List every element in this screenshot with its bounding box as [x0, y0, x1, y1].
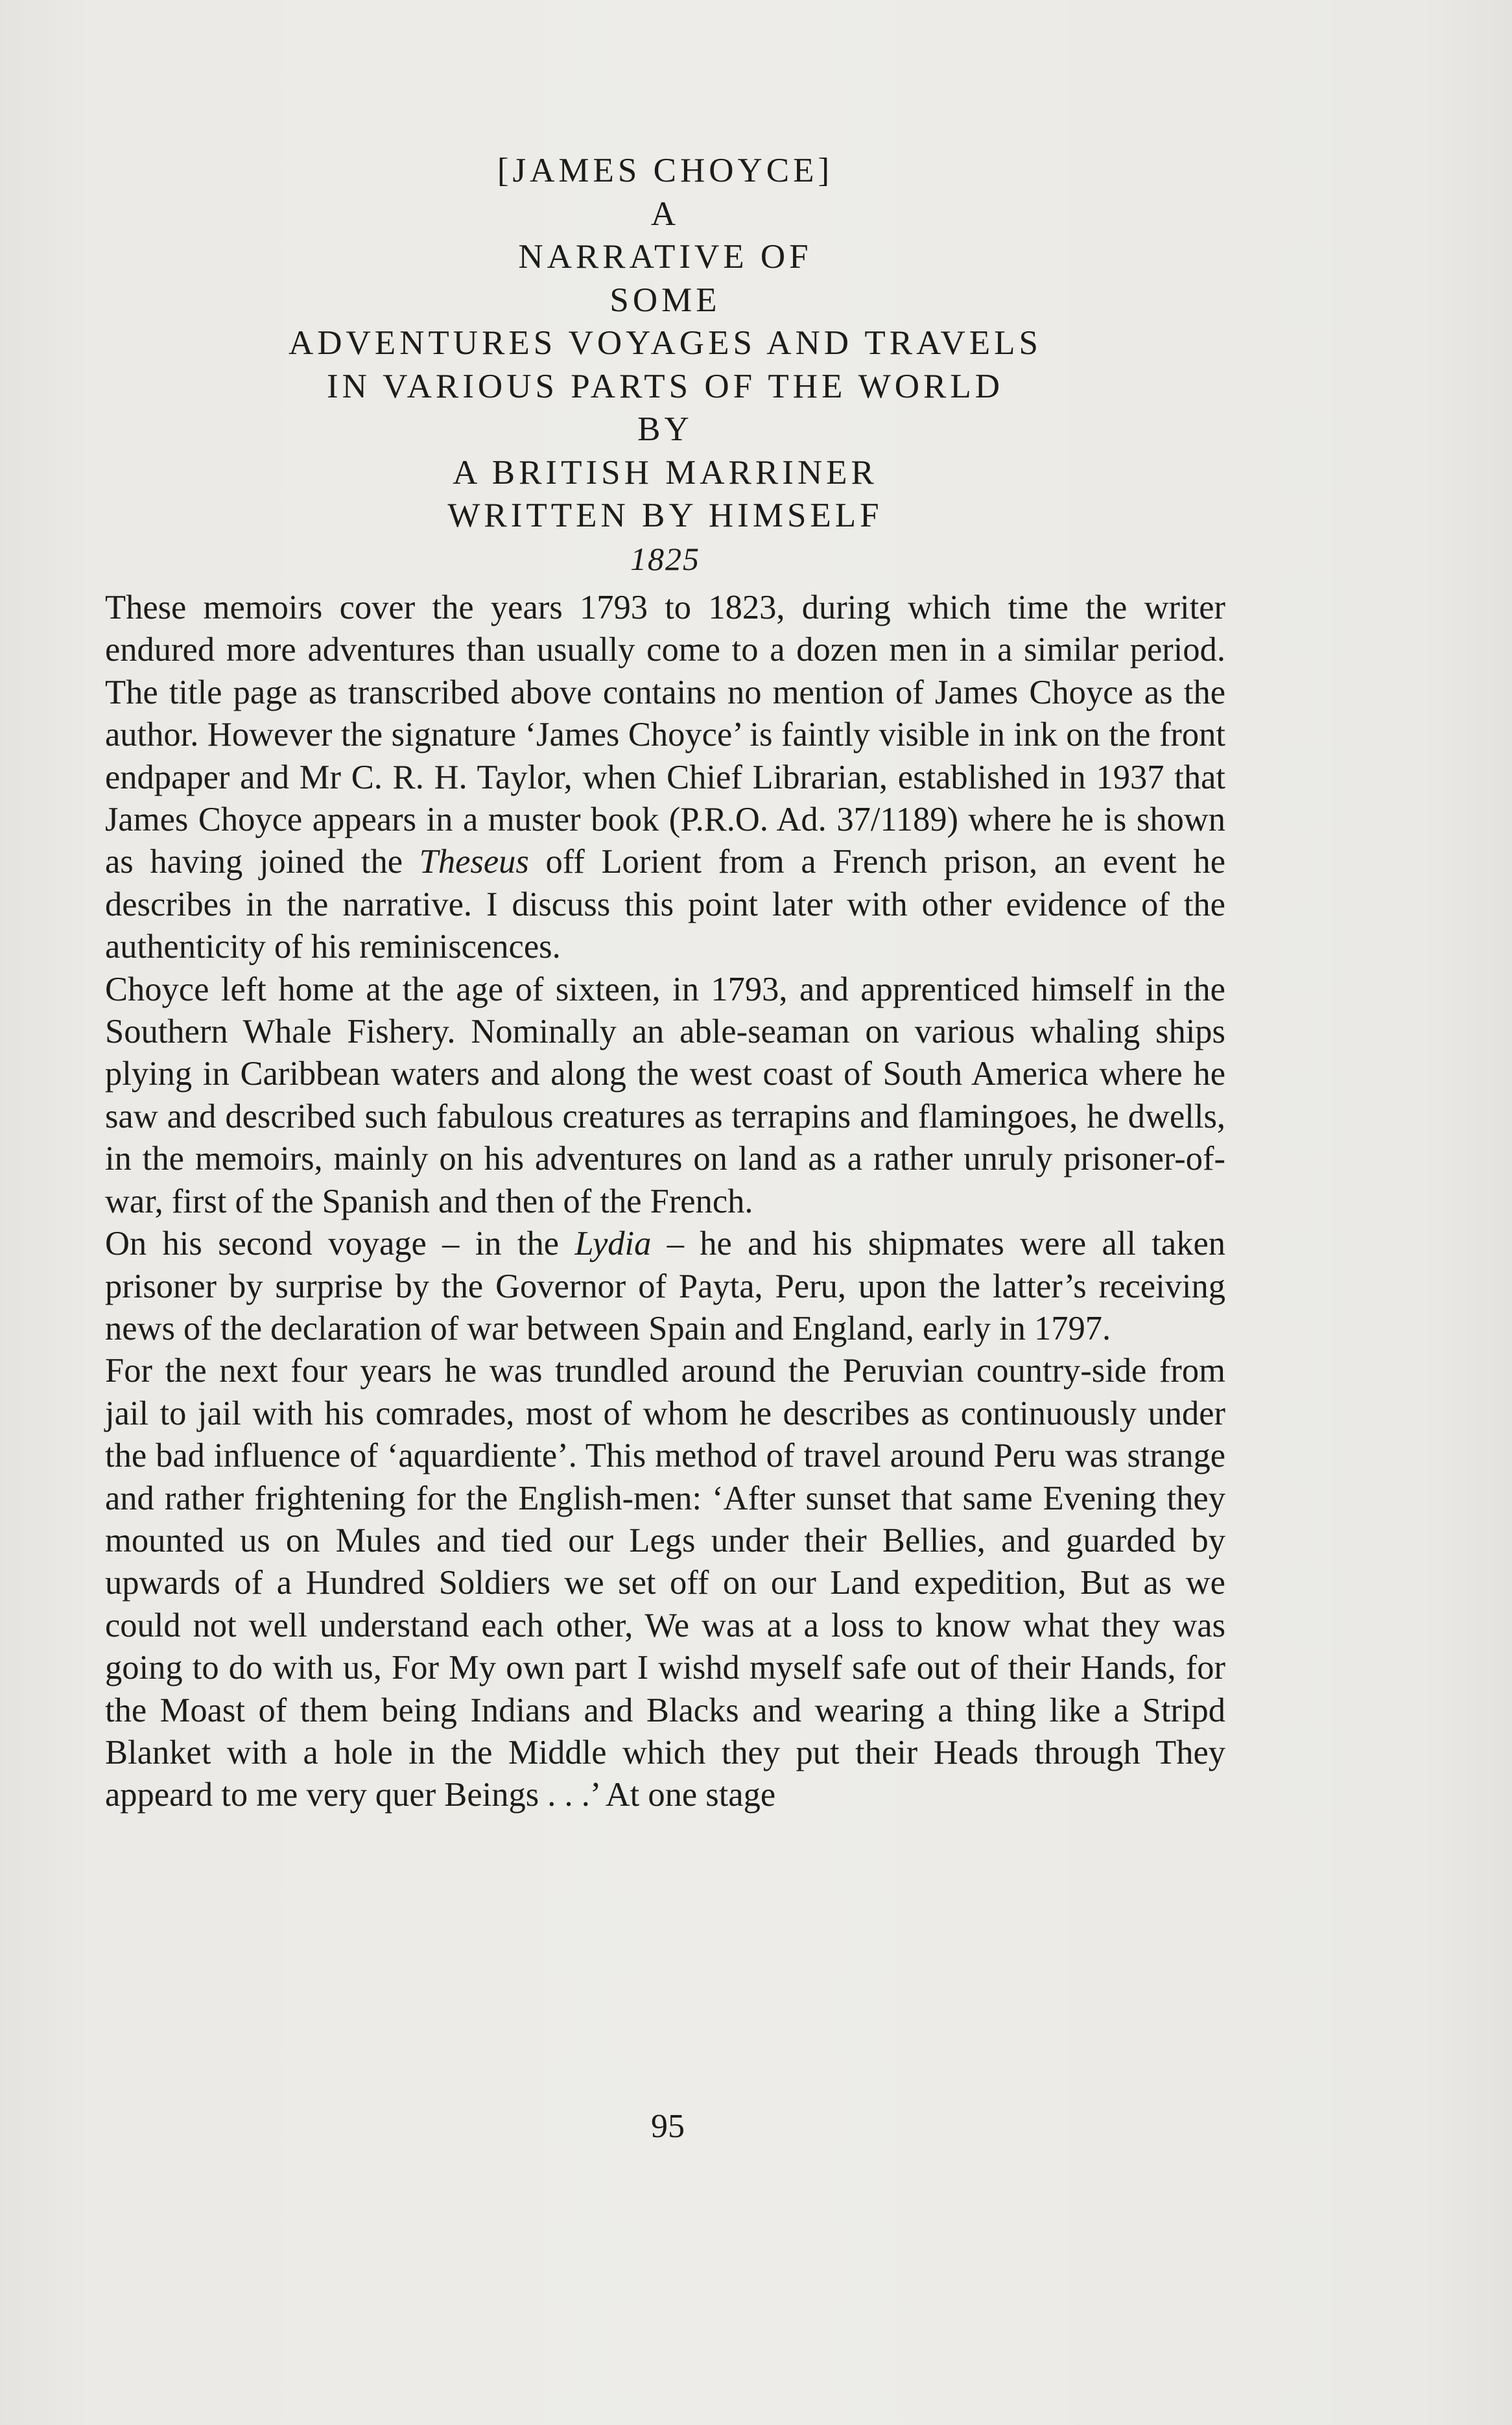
title-block: [105, 149, 1225, 580]
title-year: 1825: [630, 540, 700, 577]
title-line: ADVENTURES VOYAGES AND TRAVELS: [288, 324, 1043, 362]
paragraph-text: These memoirs cover the years 1793 to 1823, during which time the writer endured more adventures than usually come to a dozen men in a similar period. The title page as transcribed above contains no mention of James Choyce as the author. However the signature ‘James Choyce’ is faintly visible in ink on the front endpaper and Mr C. R. H. Taylor, when Chief Librarian, established in 1937 that James Choyce appears in a muster book (P.R.O. Ad. 37/1189) where he is shown as having joined the: [105, 589, 1225, 881]
title-line: [JAMES CHOYCE]: [497, 152, 834, 189]
title-line: NARRATIVE OF: [518, 238, 812, 276]
paragraph-text: – he and his shipmates were all taken prisoner by surprise by the Governor of Payta, Peru, upon the latter’s receiving news of the declaration of war between Spain and England, early in 1797.: [105, 1225, 1226, 1347]
body-text: [105, 587, 1225, 1817]
paragraph: [105, 1223, 1225, 1350]
paragraph-text: Choyce left home at the age of sixteen, in 1793, and apprenticed himself in the Southern Whale Fishery. Nominally an able-seaman on various whaling ships plying in Caribbean waters and along the west coast of South America where he saw and described such fabulous creatures as terrapins and flamingoes, he dwells, in the memoirs, mainly on his adventures on land as a rather unruly prisoner-of-war, first of the Spanish and then of the French.: [105, 970, 1225, 1220]
title-line: WRITTEN BY HIMSELF: [447, 497, 883, 534]
title-line: A BRITISH MARRINER: [453, 453, 878, 491]
paragraph: [105, 969, 1225, 1223]
paragraph-text: off Lorient from a French prison, an event he describes in the narrative. I discuss this point later with other evidence of the authenticity of his reminiscences.: [105, 843, 1225, 966]
title-line: SOME: [609, 281, 721, 319]
paragraph-text: For the next four years he was trundled around the Peruvian country-side from jail to jail with his comrades, most of whom he describes as continuously under the bad influence of ‘aquardiente’. This method of travel around Peru was strange and rather frightening for the English-men: ‘After sunset that same Evening they mounted us on Mules and tied our Legs under their Bellies, and guarded by upwards of a Hundred Soldiers we set off on our Land expedition, But as we could not well understand each other, We was at a loss to know what they was going to do with us, For My own part I wishd myself safe out of their Hands, for the Moast of them being Indians and Blacks and wearing a thing like a Stripd Blanket with a hole in the Middle which they put their Heads through They appeard to me very quer Beings . . .’ At one stage: [105, 1352, 1225, 1814]
paragraph-text: On his second voyage – in the: [105, 1225, 575, 1263]
title-line: BY: [637, 410, 693, 448]
title-line: A: [650, 195, 680, 233]
page-number: 95: [651, 2108, 685, 2145]
ship-name: Lydia: [574, 1225, 652, 1263]
paragraph: [105, 1350, 1225, 1816]
text-column: [105, 149, 1225, 1817]
paragraph: [105, 587, 1225, 969]
title-line: IN VARIOUS PARTS OF THE WORLD: [326, 367, 1004, 405]
ship-name: Theseus: [419, 843, 529, 881]
